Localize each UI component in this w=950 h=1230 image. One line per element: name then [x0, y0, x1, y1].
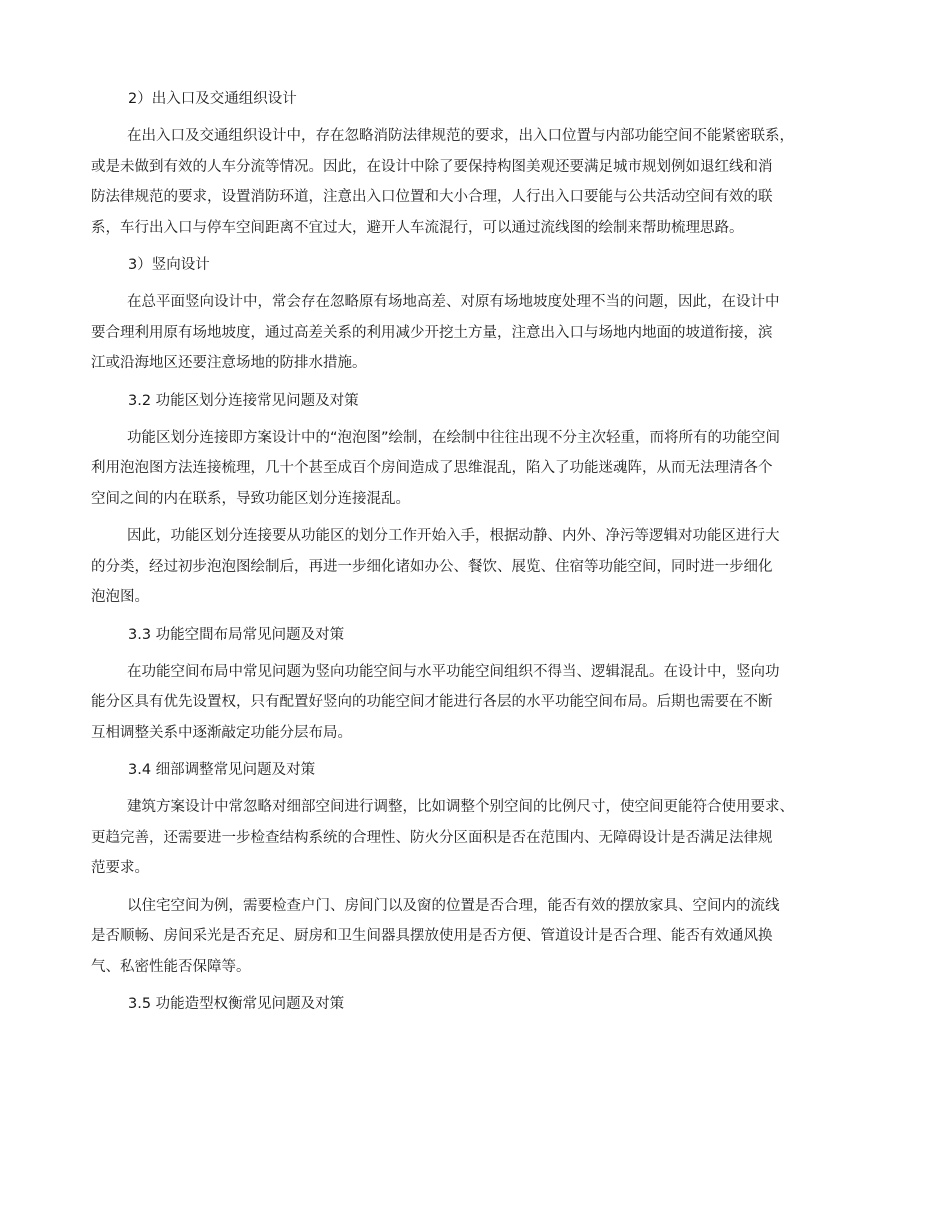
section-heading-3-4: 3.4 细部调整常见问题及对策: [128, 762, 316, 778]
section-heading-3-2: 3.2 功能区划分连接常见问题及对策: [128, 392, 359, 409]
text-line: 在出入口及交通组织设计中，存在忽略消防法律规范的要求，出入口位置与内部功能空间不能紧密联系，: [127, 128, 794, 144]
text-line: 利用泡泡图方法连接梳理，几十个甚至成百个房间造成了思维混乱，陷入了功能迷魂阵，从而无法理清各个: [91, 460, 773, 476]
paragraph-bubble-diagram: [91, 423, 871, 515]
text-line: 建筑方案设计中常忽略对细部空间进行调整，比如调整个别空间的比例尺寸，使空间更能符合使用要求、: [127, 799, 794, 815]
text-line: 功能区划分连接即方案设计中的“泡泡图”绘制，在绘制中往往出现不分主次轻重，而将所有的功能空间: [127, 429, 781, 446]
text-line: 在总平面竖向设计中，常会存在忽略原有场地高差、对原有场地坡度处理不当的问题，因此，在设计中: [127, 294, 780, 310]
text-line: 泡泡图。: [91, 589, 149, 605]
text-line: 范要求。: [91, 860, 149, 876]
paragraph-function-zoning: [91, 521, 871, 613]
paragraph-residential-example: [91, 891, 871, 983]
text-line: 或是未做到有效的人车分流等情况。因此，在设计中除了要保持构图美观还要满足城市规划例如退红线和消: [91, 158, 773, 175]
text-line: 系，车行出入口与停车空间距离不宜过大，避开人车流混行，可以通过流线图的绘制来帮助梳理思路。: [91, 219, 744, 236]
paragraph-entrance-traffic: [91, 121, 871, 243]
section-heading-3-3: 3.3 功能空間布局常见问题及对策: [128, 626, 345, 643]
subsection-heading-vertical-design: 3）竖向设计: [128, 257, 210, 273]
section-heading-3-5: 3.5 功能造型权衡常见问题及对策: [128, 996, 345, 1012]
text-line: 在功能空间布局中常见问题为竖向功能空间与水平功能空间组织不得当、逻辑混乱。在设计中，竖向功: [127, 663, 780, 680]
subsection-heading-entrance-traffic: 2）出入口及交通组织设计: [128, 91, 297, 107]
paragraph-vertical-design: [91, 287, 871, 379]
paragraph-space-layout: [91, 657, 871, 749]
text-line: 要合理利用原有场地坡度，通过高差关系的利用减少开挖土方量，注意出入口与场地内地面的坡道衔接，滨: [91, 324, 773, 341]
text-line: 防法律规范的要求，设置消防环道，注意出入口位置和大小合理，人行出入口要能与公共活动空间有效的联: [91, 189, 773, 205]
text-line: 江或沿海地区还要注意场地的防排水措施。: [91, 355, 367, 371]
text-line: 能分区具有优先设置权，只有配置好竖向的功能空间才能进行各层的水平功能空间布局。后期也需要在不断: [91, 694, 773, 710]
text-line: 是否顺畅、房间采光是否充足、厨房和卫生间器具摆放使用是否方便、管道设计是否合理、能否有效通风换: [91, 928, 773, 944]
paragraph-detail-adjustment: [91, 792, 871, 884]
text-line: 气、私密性能否保障等。: [91, 958, 251, 975]
text-line: 的分类，经过初步泡泡图绘制后，再进一步细化诸如办公、餐饮、展览、住宿等功能空间，同时进一步细化: [91, 558, 773, 575]
text-line: 因此，功能区划分连接要从功能区的划分工作开始入手，根据动静、内外、净污等逻辑对功能区进行大: [127, 528, 780, 544]
document-body: [91, 84, 871, 1019]
text-line: 更趋完善，还需要进一步检查结构系统的合理性、防火分区面积是否在范围内、无障碍设计是否满足法律规: [91, 829, 773, 846]
text-line: 以住宅空间为例，需要检查户门、房间门以及窗的位置是否合理，能否有效的摆放家具、空间内的流线: [127, 897, 780, 914]
text-line: 空间之间的内在联系，导致功能区划分连接混乱。: [91, 490, 410, 507]
text-line: 互相调整关系中逐渐敲定功能分层布局。: [91, 724, 352, 741]
